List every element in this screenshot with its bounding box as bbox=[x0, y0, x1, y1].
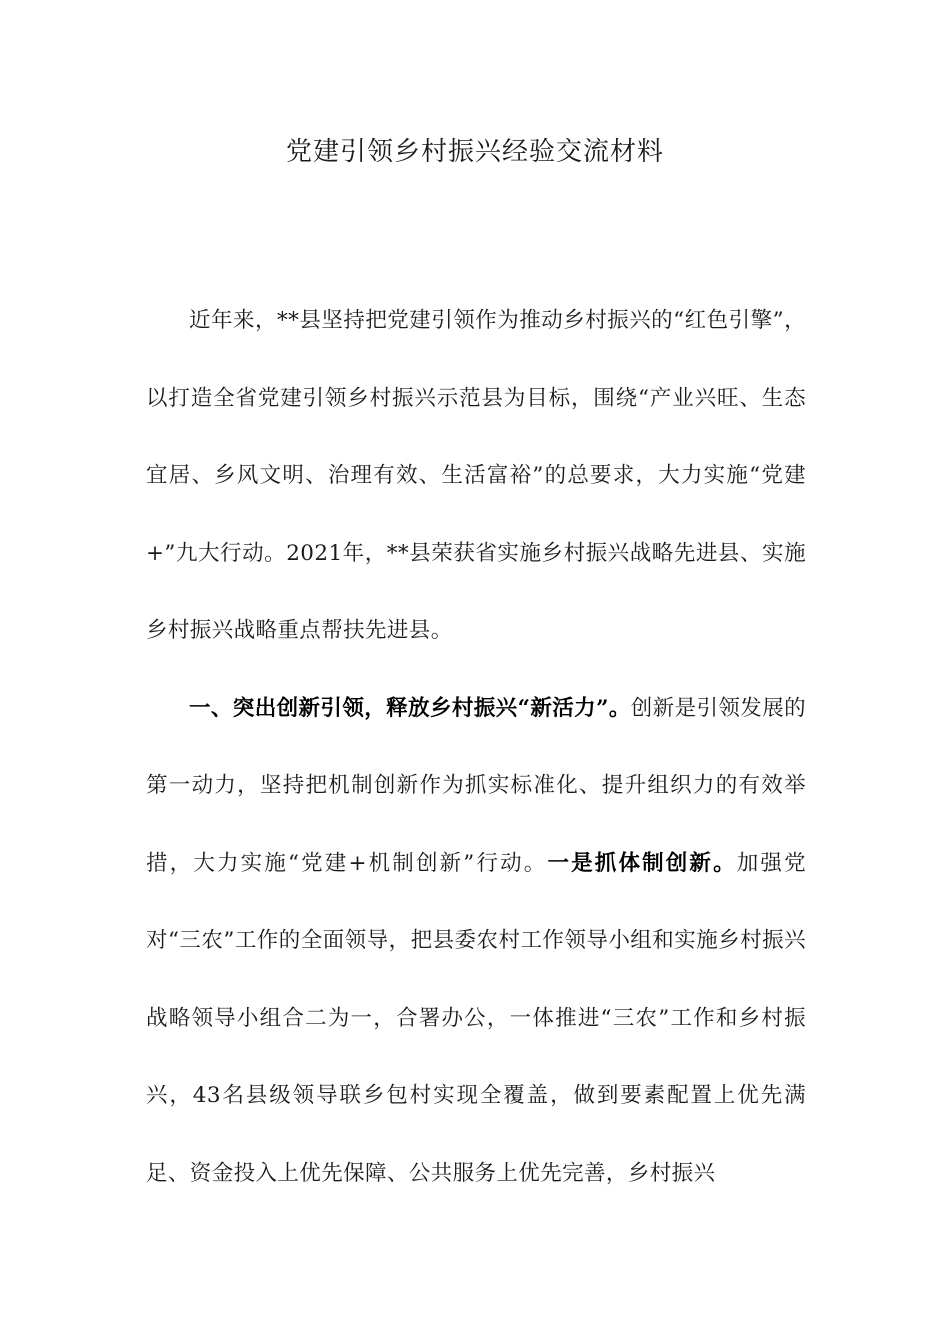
intro-paragraph bbox=[146, 282, 806, 670]
document-body bbox=[146, 282, 806, 1212]
section-1-heading: 一、突出创新引领，释放乡村振兴“新活力”。 bbox=[189, 695, 631, 721]
document-title: 党建引领乡村振兴经验交流材料 bbox=[285, 137, 664, 167]
section-1-text: 创新是引领发展的第一动力，坚持把机制创新作为抓实标准化、提升组织力的有效举措，大力实施“党建+机制创新”行动。 bbox=[146, 695, 807, 876]
section-1-subheading: 一是抓体制创新。 bbox=[547, 850, 737, 876]
intro-text: 近年来，**县坚持把党建引领作为推动乡村振兴的“红色引擎”，以打造全省党建引领乡村振兴示范县为目标，围绕“产业兴旺、生态宜居、乡风文明、治理有效、生活富裕”的总要求，大力实施“党建+”九大行动。2021年，**县荣获省实施乡村振兴战略先进县、实施乡村振兴战略重点帮扶先进县。 bbox=[146, 308, 806, 643]
section-1-subtext: 加强党对“三农”工作的全面领导，把县委农村工作领导小组和实施乡村振兴战略领导小组合二为一，合署办公，一体推进“三农”工作和乡村振兴，43名县级领导联乡包村实现全覆盖，做到要素配置上优先满足、资金投入上优先保障、公共服务上优先完善，乡村振兴 bbox=[146, 850, 806, 1186]
section-1-paragraph bbox=[146, 670, 806, 1213]
